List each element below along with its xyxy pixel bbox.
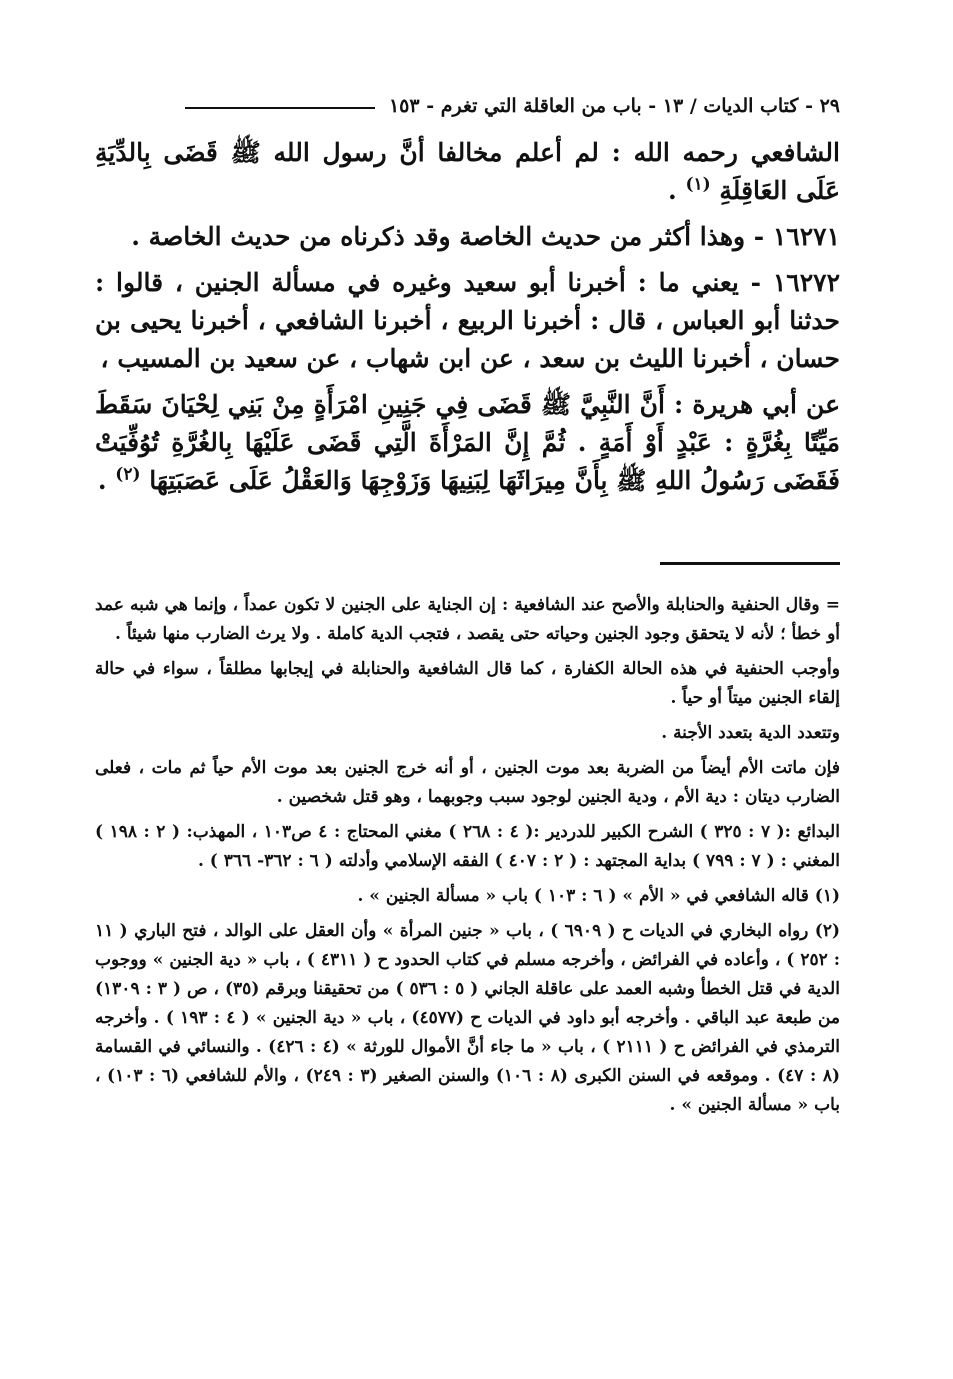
header-rule (185, 107, 375, 109)
book-page (95, 88, 840, 1126)
footnote-continued-3: وتتعدد الدية بتعدد الأجنة . (661, 723, 840, 743)
footnote-continued-1: = وقال الحنفية والحنابلة والأصح عند الشافعية : إن الجناية على الجنين لا تكون عمداً ، وإنما هي شبه عمد أو خطأ ؛ لأنه لا يتحقق وجود الجنين وحياته حتى يقصد ، فتجب الدية كاملة . ولا يرث الضارب منها شيئاً . (95, 595, 840, 644)
footnote-separator-wrap (95, 522, 840, 579)
running-title: ٢٩ - كتاب الديات / ١٣ - باب من العاقلة التي تغرم - ١٥٣ (388, 95, 840, 117)
main-paragraph-1-text: الشافعي رحمه الله : لم أعلم مخالفا أنَّ رسول الله ﷺ قَضَى بِالدِّيَةِ عَلَى العَاقِلَةِ (95, 138, 840, 205)
footnote-continued-sources: البدائع :( ٧ : ٣٢٥ ) الشرح الكبير للدردير :( ٤ : ٢٦٨ ) مغني المحتاج : ٤ ص١٠٣ ، المهذب: ( ٢ : ١٩٨ ) المغني : ( ٧ : ٧٩٩ ) بداية المجتهد : ( ٢ : ٤٠٧ ) الفقه الإسلامي وأدلته ( ٦ : ٣٦٢- ٣٦٦ ) . (95, 822, 840, 871)
main-paragraph-1-end: . (668, 176, 677, 205)
main-paragraph-1 (95, 134, 840, 210)
footnote-ref-2: (٢) (115, 464, 141, 485)
footnote-separator (660, 562, 840, 565)
main-paragraph-3: ١٦٢٧٢ - يعني ما : أخبرنا أبو سعيد وغيره في مسألة الجنين ، قالوا : حدثنا أبو العباس ، قال : أخبرنا الربيع ، أخبرنا الشافعي ، أخبرنا يحيى بن حسان ، أخبرنا الليث بن سعد ، عن ابن شهاب ، عن سعيد بن المسيب ، (95, 268, 840, 373)
main-paragraph-4 (95, 386, 840, 500)
main-paragraph-2: ١٦٢٧١ - وهذا أكثر من حديث الخاصة وقد ذكرناه من حديث الخاصة . (131, 222, 840, 251)
footnote-1: (١) قاله الشافعي في « الأم » ( ٦ : ١٠٣ ) باب « مسألة الجنين » . (357, 886, 840, 906)
footnote-ref-1: (١) (685, 174, 711, 195)
main-paragraph-4-end: . (97, 466, 107, 495)
main-text (95, 134, 840, 500)
footnotes (95, 591, 840, 1120)
footnote-continued-2: وأوجب الحنفية في هذه الحالة الكفارة ، كما قال الشافعية والحنابلة في إيجابها مطلقاً ، سواء في حالة إلقاء الجنين ميتاً أو حياً . (95, 659, 840, 708)
footnote-continued-4: فإن ماتت الأم أيضاً من الضربة بعد موت الجنين ، أو أنه خرج الجنين بعد موت الأم حياً ثم مات ، فعلى الضارب ديتان : دية الأم ، ودية الجنين لوجود سبب وجوبهما ، وهو قتل شخصين . (95, 758, 840, 807)
footnote-2: (٢) رواه البخاري في الديات ح ( ٦٩٠٩ ) ، باب « جنين المرأة » وأن العقل على الوالد ، فتح الباري ( ١١ : ٢٥٢ ) ، وأعاده في الفرائض ، وأخرجه مسلم في كتاب الحدود ح ( ٤٣١١ ) ، باب « دية الجنين » ووجوب الدية في قتل الخطأ وشبه العمد على عاقلة الجاني ( ٥ : ٥٣٦ ) من تحقيقنا وبرقم (٣٥) ، ص ( ٣ : ١٣٠٩) من طبعة عبد الباقي . وأخرجه أبو داود في الديات ح (٤٥٧٧) ، باب « دية الجنين » ( ٤ : ١٩٣ ) . وأخرجه الترمذي في الفرائض ح ( ٢١١١ ) ، باب « ما جاء أنَّ الأموال للورثة » (٤ : ٤٢٦) . والنسائي في القسامة (٨ : ٤٧) . وموقعه في السنن الكبرى (٨ : ١٠٦) والسنن الصغير (٣ : ٢٤٩) ، والأم للشافعي (٦ : ١٠٣) ، باب « مسألة الجنين » . (95, 921, 841, 1115)
main-paragraph-4-text: عن أبي هريرة : أَنَّ النَّبِيَّ ﷺ قَضَى فِي جَنِينِ امْرَأَةٍ مِنْ بَنِي لِحْيَانَ سَقَطَ مَيِّتًا بِغُرَّةٍ : عَبْدٍ أَوْ أَمَةٍ . ثُمَّ إِنَّ المَرْأَةَ الَّتِي قَضَى عَلَيْهَا بِالغُرَّةِ تُوُفِّيَتْ فَقَضَى رَسُولُ اللهِ ﷺ بِأَنَّ مِيرَاثَهَا لِبَنِيهَا وَزَوْجِهَا وَالعَقْلُ عَلَى عَصَبَتِهَا (95, 390, 840, 495)
running-header (95, 88, 840, 124)
